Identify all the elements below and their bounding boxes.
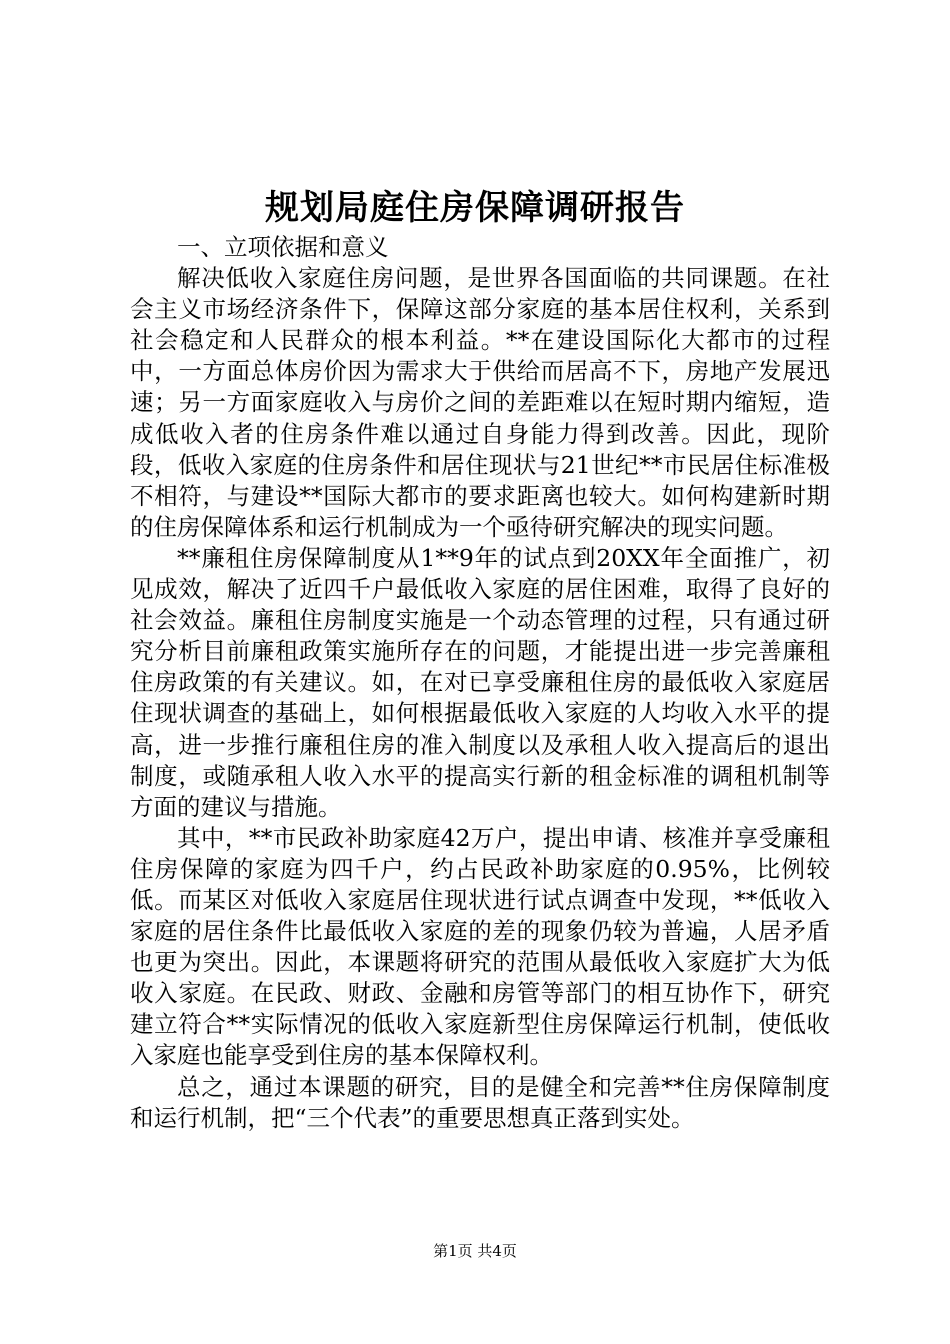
- body-paragraph: 其中，**市民政补助家庭42万户，提出申请、核准并享受廉租住房保障的家庭为四千户，约占民政补助家庭的0.95%，比例较低。而某区对低收入家庭居住现状进行试点调查中发现，**低收入家庭的居住条件比最低收入家庭的差的现象仍较为普遍，人居矛盾也更为突出。因此，本课题将研究的范围从最低收入家庭扩大为低收入家庭。在民政、财政、金融和房管等部门的相互协作下，研究建立符合**实际情况的低收入家庭新型住房保障运行机制，使低收入家庭也能享受到住房的基本保障权利。: [130, 823, 830, 1070]
- body-paragraph: 解决低收入家庭住房问题，是世界各国面临的共同课题。在社会主义市场经济条件下，保障这部分家庭的基本居住权利，关系到社会稳定和人民群众的根本利益。**在建设国际化大都市的过程中，一方面总体房价因为需求大于供给而居高不下，房地产发展迅速；另一方面家庭收入与房价之间的差距难以在短时期内缩短，造成低收入者的住房条件难以通过自身能力得到改善。因此，现阶段，低收入家庭的住房条件和居住现状与21世纪**市民居住标准极不相符，与建设**国际大都市的要求距离也较大。如何构建新时期的住房保障体系和运行机制成为一个亟待研究解决的现实问题。: [130, 264, 830, 541]
- page-footer: 第1页 共4页: [433, 1242, 517, 1260]
- document-body: [130, 232, 830, 1134]
- body-paragraph: 总之，通过本课题的研究，目的是健全和完善**住房保障制度和运行机制，把“三个代表”的重要思想真正落到实处。: [130, 1072, 830, 1132]
- body-paragraph: **廉租住房保障制度从1**9年的试点到20XX年全面推广，初见成效，解决了近四千户最低收入家庭的居住困难，取得了良好的社会效益。廉租住房制度实施是一个动态管理的过程，只有通过研究分析目前廉租政策实施所存在的问题，才能提出进一步完善廉租住房政策的有关建议。如，在对已享受廉租住房的最低收入家庭居住现状调查的基础上，如何根据最低收入家庭的人均收入水平的提高，进一步推行廉租住房的准入制度以及承租人收入提高后的退出制度，或随承租人收入水平的提高实行新的租金标准的调租机制等方面的建议与措施。: [130, 543, 830, 821]
- section-heading: 一、立项依据和意义: [177, 233, 389, 261]
- document-title: 规划局庭住房保障调研报告: [265, 188, 685, 228]
